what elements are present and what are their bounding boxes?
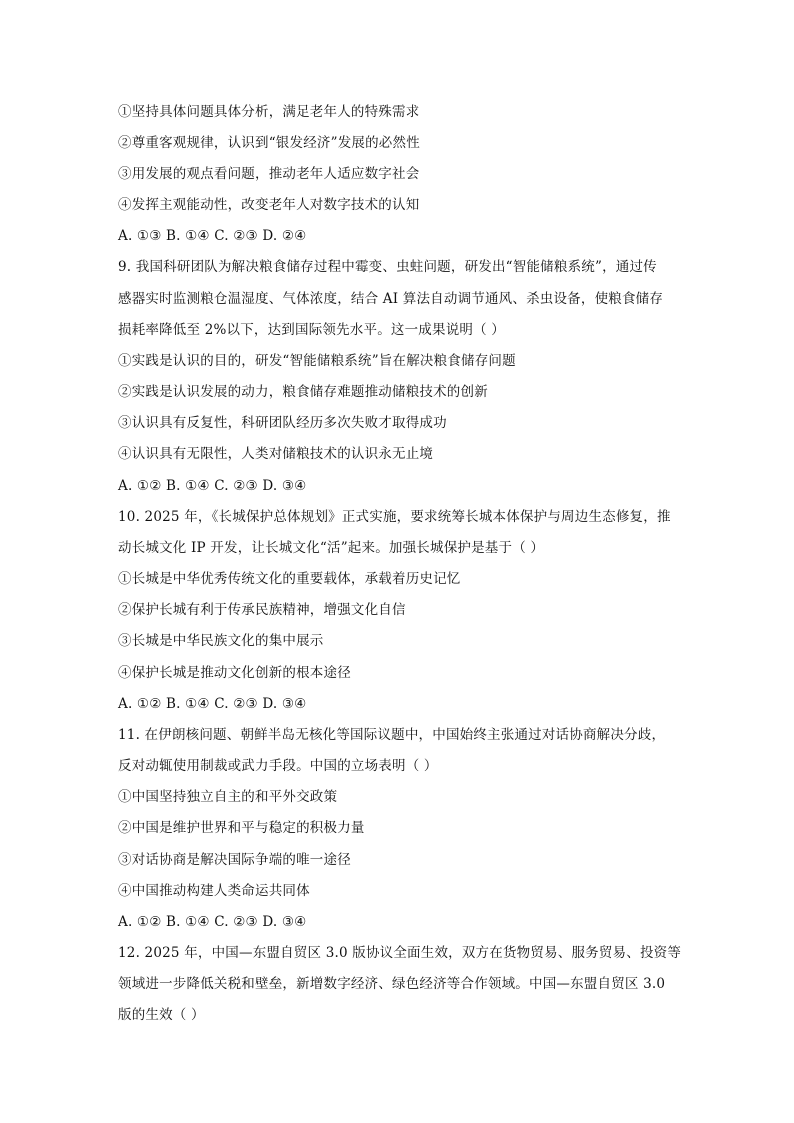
option-line: ③对话协商是解决国际争端的唯一途径 xyxy=(118,852,351,868)
question-text: 11. 在伊朗核问题、朝鲜半岛无核化等国际议题中，中国始终主张通过对话协商解决分歧， xyxy=(118,727,666,743)
option-line: ④中国推动构建人类命运共同体 xyxy=(118,883,310,899)
option-line: ③用发展的观点看问题，推动老年人适应数字社会 xyxy=(118,166,420,182)
option-line: ④保护长城是推动文化创新的根本途径 xyxy=(118,665,351,681)
option-line: ②保护长城有利于传承民族精神，增强文化自信 xyxy=(118,602,406,618)
option-line: ③认识具有反复性，科研团队经历多次失败才取得成功 xyxy=(118,415,447,431)
question-text: 感器实时监测粮仓温湿度、气体浓度，结合 AI 算法自动调节通风、杀虫设备，使粮食储存 xyxy=(118,291,664,307)
option-line: ②尊重客观规律，认识到“银发经济”发展的必然性 xyxy=(118,135,420,151)
option-line: ①中国坚持独立自主的和平外交政策 xyxy=(118,789,338,805)
answer-choices: A. ①② B. ①④ C. ②③ D. ③④ xyxy=(118,914,307,930)
question-text: 10. 2025 年，《长城保护总体规划》正式实施，要求统筹长城本体保护与周边生态修复，推 xyxy=(118,509,671,525)
option-line: ④发挥主观能动性，改变老年人对数字技术的认知 xyxy=(118,197,420,213)
option-line: ①长城是中华优秀传统文化的重要载体，承载着历史记忆 xyxy=(118,571,461,587)
question-text: 12. 2025 年，中国—东盟自贸区 3.0 版协议全面生效，双方在货物贸易、服务贸易、投资等 xyxy=(118,945,682,961)
option-line: ②中国是维护世界和平与稳定的积极力量 xyxy=(118,820,365,836)
answer-choices: A. ①② B. ①④ C. ②③ D. ③④ xyxy=(118,478,307,494)
option-line: ①坚持具体问题具体分析，满足老年人的特殊需求 xyxy=(118,104,420,120)
question-text: 领域进一步降低关税和壁垒，新增数字经济、绿色经济等合作领域。中国—东盟自贸区 3.0 xyxy=(118,976,666,992)
question-text: 9. 我国科研团队为解决粮食储存过程中霉变、虫蛀问题，研发出“智能储粮系统”，通过传 xyxy=(118,259,657,275)
option-line: ③长城是中华民族文化的集中展示 xyxy=(118,633,324,649)
answer-choices: A. ①③ B. ①④ C. ②③ D. ②④ xyxy=(118,228,307,244)
option-line: ②实践是认识发展的动力，粮食储存难题推动储粮技术的创新 xyxy=(118,384,488,400)
option-line: ①实践是认识的目的，研发“智能储粮系统”旨在解决粮食储存问题 xyxy=(118,353,516,369)
question-text: 反对动辄使用制裁或武力手段。中国的立场表明（ ） xyxy=(118,758,438,774)
question-text: 损耗率降低至 2%以下，达到国际领先水平。这一成果说明（ ） xyxy=(118,322,505,338)
question-text: 动长城文化 IP 开发，让长城文化“活”起来。加强长城保护是基于（ ） xyxy=(118,540,545,556)
answer-choices: A. ①② B. ①④ C. ②③ D. ③④ xyxy=(118,696,307,712)
option-line: ④认识具有无限性，人类对储粮技术的认识永无止境 xyxy=(118,446,434,462)
question-text: 版的生效（ ） xyxy=(118,1007,205,1023)
